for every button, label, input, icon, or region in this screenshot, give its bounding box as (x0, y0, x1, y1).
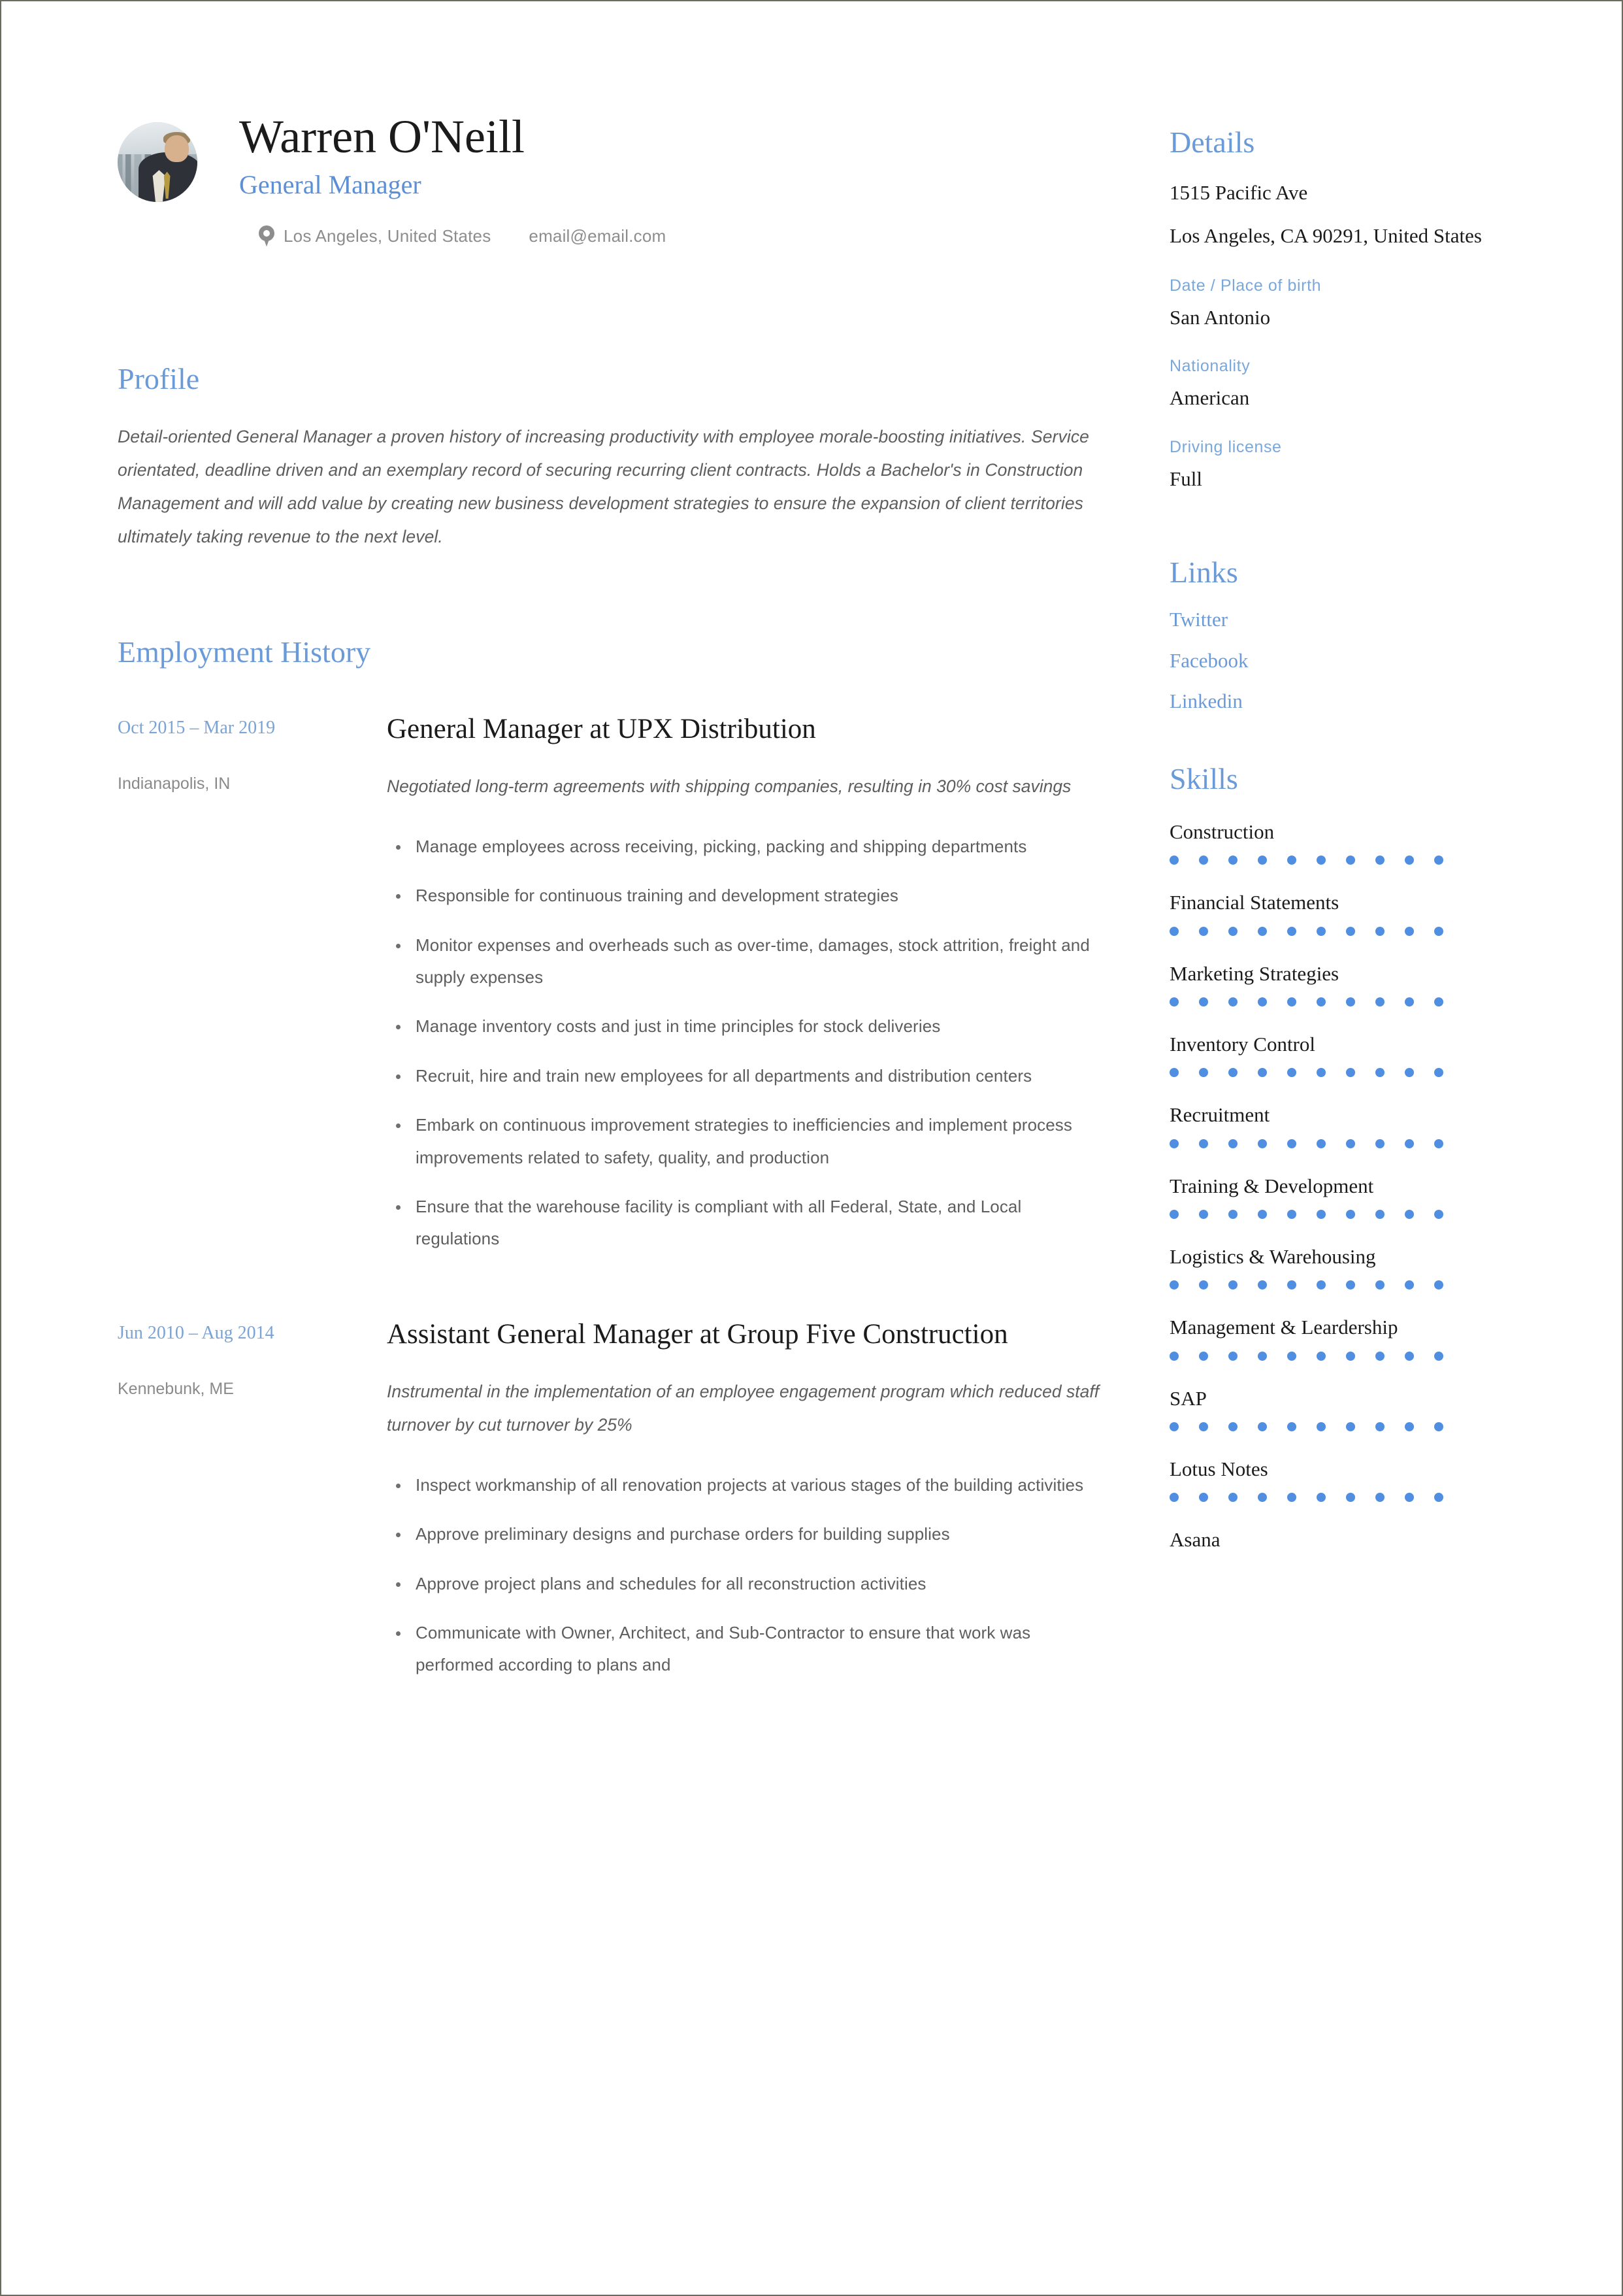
skill-dot (1228, 1422, 1238, 1431)
profile-heading: Profile (118, 362, 200, 396)
job-dates: Jun 2010 – Aug 2014 (118, 1322, 274, 1343)
skill-dot (1287, 1493, 1296, 1502)
skill-dot (1170, 1352, 1179, 1361)
skill-dot (1287, 1280, 1296, 1289)
skill-dot (1346, 1493, 1355, 1502)
skill-rating-dots (1170, 997, 1526, 1007)
job-bullet: Embark on continuous improvement strategies to inefficiencies and implement process improvements related to safety, quality, and production (387, 1109, 1099, 1174)
skill-dot (1228, 1068, 1238, 1077)
skill-dot (1287, 1139, 1296, 1148)
skill-dot (1405, 1139, 1414, 1148)
skill-name: Logistics & Warehousing (1170, 1244, 1376, 1268)
skill-rating-dots (1170, 927, 1526, 936)
skill-dot (1228, 1493, 1238, 1502)
skill-dot (1170, 1280, 1179, 1289)
skill-dot (1434, 1210, 1443, 1219)
details-section (1170, 127, 1526, 492)
skill-dot (1199, 1280, 1208, 1289)
skill-dot (1258, 927, 1267, 936)
job-subtitle: Negotiated long-term agreements with shipping companies, resulting in 30% cost savings (387, 776, 1072, 796)
job-bullet: Communicate with Owner, Architect, and Sub-Contractor to ensure that work was performed according to plans and (387, 1617, 1099, 1682)
skill-dot (1287, 1352, 1296, 1361)
links-heading: Links (1170, 555, 1238, 589)
skill-dot (1317, 1210, 1326, 1219)
detail-field-value: American (1170, 386, 1250, 410)
skill-item (1170, 819, 1526, 865)
skill-dot (1317, 856, 1326, 865)
skill-dot (1346, 997, 1355, 1007)
skill-name: Recruitment (1170, 1103, 1270, 1127)
skill-dot (1346, 856, 1355, 865)
profile-text: Detail-oriented General Manager a proven history of increasing productivity with employee morale-boosting initiatives. Service orientated, deadline driven and an exemplary record of securing recurring client contracts. Holds a Bachelor's in Construction Management and will add value by creating new business development strategies to ensure the expansion of client territories ultimately taking revenue to the next level. (118, 427, 1090, 546)
skill-dot (1258, 1280, 1267, 1289)
skill-rating-dots (1170, 1139, 1526, 1148)
skill-dot (1317, 1139, 1326, 1148)
job-bullet: Responsible for continuous training and development strategies (387, 880, 1099, 912)
skill-dot (1375, 1280, 1385, 1289)
skill-dot (1228, 927, 1238, 936)
skill-dot (1346, 1422, 1355, 1431)
skill-item (1170, 1102, 1526, 1148)
details-heading: Details (1170, 125, 1255, 159)
skill-dot (1228, 1139, 1238, 1148)
skill-item (1170, 890, 1526, 935)
skill-dot (1258, 1493, 1267, 1502)
skill-dot (1199, 1493, 1208, 1502)
skill-dot (1317, 997, 1326, 1007)
skill-item (1170, 1456, 1526, 1502)
skill-item (1170, 1173, 1526, 1219)
skill-rating-dots (1170, 856, 1526, 865)
skill-dot (1199, 1422, 1208, 1431)
job-bullet: Recruit, hire and train new employees for all departments and distribution centers (387, 1060, 1099, 1092)
skill-dot (1346, 1352, 1355, 1361)
skill-dot (1199, 1139, 1208, 1148)
skill-dot (1258, 856, 1267, 865)
detail-field-value: San Antonio (1170, 306, 1271, 329)
job-bullet: Approve preliminary designs and purchase orders for building supplies (387, 1518, 1099, 1550)
skill-dot (1287, 1210, 1296, 1219)
skill-dot (1170, 927, 1179, 936)
skill-dot (1199, 1210, 1208, 1219)
skill-dot (1170, 1068, 1179, 1077)
skills-section (1170, 764, 1526, 1553)
skill-dot (1287, 927, 1296, 936)
skill-dot (1434, 1352, 1443, 1361)
skill-dot (1199, 927, 1208, 936)
skill-dot (1405, 1068, 1414, 1077)
skill-dot (1434, 1280, 1443, 1289)
avatar (118, 122, 197, 202)
job-meta (118, 1316, 387, 1699)
resume-header (118, 109, 1130, 246)
skills-heading: Skills (1170, 762, 1238, 796)
skill-dot (1375, 997, 1385, 1007)
skill-dot (1170, 1493, 1179, 1502)
job-title: General Manager at UPX Distribution (387, 713, 816, 744)
skill-name: SAP (1170, 1386, 1207, 1410)
skill-item (1170, 1314, 1526, 1360)
skill-dot (1170, 1139, 1179, 1148)
skill-dot (1170, 1210, 1179, 1219)
links-section (1170, 557, 1526, 714)
skill-rating-dots (1170, 1493, 1526, 1502)
profile-section (118, 364, 1130, 554)
sidebar (1170, 109, 1526, 2295)
skill-dot (1346, 927, 1355, 936)
skill-dot (1375, 856, 1385, 865)
skill-dot (1375, 1139, 1385, 1148)
link-twitter[interactable]: Twitter (1170, 607, 1228, 631)
link-linkedin[interactable]: Linkedin (1170, 690, 1243, 713)
skill-dot (1405, 1352, 1414, 1361)
skill-dot (1228, 1352, 1238, 1361)
skill-dot (1346, 1210, 1355, 1219)
job-bullet: Inspect workmanship of all renovation projects at various stages of the building activities (387, 1469, 1099, 1501)
job-dates: Oct 2015 – Mar 2019 (118, 717, 276, 738)
skill-rating-dots (1170, 1280, 1526, 1289)
detail-field-value: Full (1170, 467, 1202, 490)
skill-dot (1346, 1068, 1355, 1077)
job-title: Assistant General Manager at Group Five Construction (387, 1318, 1008, 1350)
skill-dot (1228, 997, 1238, 1007)
skill-dot (1375, 927, 1385, 936)
job-location: Indianapolis, IN (118, 774, 231, 793)
skill-dot (1405, 927, 1414, 936)
skill-dot (1258, 997, 1267, 1007)
job-bullet-list (387, 1469, 1130, 1682)
address-line-1: 1515 Pacific Ave (1170, 181, 1308, 204)
job-body (387, 1316, 1130, 1699)
job-bullet: Monitor expenses and overheads such as over-time, damages, stock attrition, freight and supply expenses (387, 929, 1099, 994)
job-entry (118, 710, 1130, 1273)
skill-dot (1170, 1422, 1179, 1431)
skill-dot (1346, 1280, 1355, 1289)
link-facebook[interactable]: Facebook (1170, 648, 1249, 672)
skill-rating-dots (1170, 1068, 1526, 1077)
employment-section (118, 637, 1130, 1699)
skill-rating-dots (1170, 1352, 1526, 1361)
skill-name: Inventory Control (1170, 1033, 1315, 1056)
detail-field-label: Nationality (1170, 357, 1251, 376)
skill-item (1170, 1527, 1526, 1553)
skill-dot (1405, 1493, 1414, 1502)
skill-dot (1317, 1422, 1326, 1431)
skill-name: Marketing Strategies (1170, 961, 1339, 985)
skill-name: Management & Leardership (1170, 1316, 1398, 1339)
job-meta (118, 710, 387, 1273)
skill-name: Asana (1170, 1528, 1221, 1552)
skill-dot (1287, 1422, 1296, 1431)
skill-dot (1199, 1068, 1208, 1077)
skill-dot (1228, 1280, 1238, 1289)
skill-dot (1405, 997, 1414, 1007)
detail-field-label: Date / Place of birth (1170, 276, 1322, 295)
candidate-role: General Manager (239, 170, 421, 200)
skill-dot (1375, 1352, 1385, 1361)
main-column (118, 109, 1170, 2295)
skill-dot (1375, 1068, 1385, 1077)
skill-dot (1375, 1493, 1385, 1502)
skill-dot (1199, 1352, 1208, 1361)
skill-dot (1375, 1422, 1385, 1431)
skill-dot (1317, 1493, 1326, 1502)
job-subtitle: Instrumental in the implementation of an employee engagement program which reduced staff turnover by cut turnover by 25% (387, 1381, 1100, 1435)
skill-dot (1170, 856, 1179, 865)
skill-dot (1228, 856, 1238, 865)
skill-rating-dots (1170, 1422, 1526, 1431)
contact-row (259, 225, 666, 246)
skill-dot (1258, 1352, 1267, 1361)
skill-item (1170, 1031, 1526, 1077)
job-location: Kennebunk, ME (118, 1380, 234, 1399)
candidate-name: Warren O'Neill (239, 110, 525, 163)
skill-dot (1434, 1422, 1443, 1431)
skill-rating-dots (1170, 1210, 1526, 1219)
skill-item (1170, 1386, 1526, 1431)
address-line-2: Los Angeles, CA 90291, United States (1170, 224, 1482, 248)
skill-dot (1258, 1210, 1267, 1219)
skill-name: Construction (1170, 820, 1275, 844)
skill-dot (1434, 997, 1443, 1007)
employment-heading: Employment History (118, 635, 371, 669)
skill-dot (1405, 856, 1414, 865)
skill-dot (1199, 997, 1208, 1007)
skill-dot (1405, 1210, 1414, 1219)
skill-dot (1434, 927, 1443, 936)
skill-dot (1317, 1280, 1326, 1289)
skill-dot (1258, 1422, 1267, 1431)
skill-dot (1434, 1493, 1443, 1502)
contact-location: Los Angeles, United States (284, 225, 491, 246)
skill-dot (1434, 856, 1443, 865)
skill-dot (1228, 1210, 1238, 1219)
job-bullet: Approve project plans and schedules for all reconstruction activities (387, 1568, 1099, 1600)
location-pin-icon (259, 225, 274, 246)
contact-email[interactable]: email@email.com (529, 225, 666, 246)
detail-field-label: Driving license (1170, 437, 1282, 456)
skill-dot (1287, 856, 1296, 865)
skill-item (1170, 1244, 1526, 1289)
skill-dot (1170, 997, 1179, 1007)
skill-dot (1375, 1210, 1385, 1219)
skill-dot (1287, 1068, 1296, 1077)
skill-dot (1258, 1068, 1267, 1077)
skill-name: Lotus Notes (1170, 1457, 1268, 1480)
skill-dot (1317, 1068, 1326, 1077)
skill-dot (1346, 1139, 1355, 1148)
skill-dot (1258, 1139, 1267, 1148)
job-bullet: Ensure that the warehouse facility is compliant with all Federal, State, and Local regulations (387, 1191, 1099, 1256)
skill-dot (1317, 1352, 1326, 1361)
job-bullet-list (387, 831, 1130, 1256)
skill-name: Financial Statements (1170, 891, 1339, 914)
skill-dot (1287, 997, 1296, 1007)
job-body (387, 710, 1130, 1273)
skill-dot (1405, 1422, 1414, 1431)
skill-item (1170, 961, 1526, 1007)
skill-dot (1434, 1139, 1443, 1148)
skill-dot (1199, 856, 1208, 865)
skill-dot (1405, 1280, 1414, 1289)
job-entry (118, 1316, 1130, 1699)
skill-name: Training & Development (1170, 1174, 1374, 1197)
job-bullet: Manage employees across receiving, picking, packing and shipping departments (387, 831, 1099, 863)
skill-dot (1317, 927, 1326, 936)
job-bullet: Manage inventory costs and just in time principles for stock deliveries (387, 1010, 1099, 1042)
skill-dot (1434, 1068, 1443, 1077)
